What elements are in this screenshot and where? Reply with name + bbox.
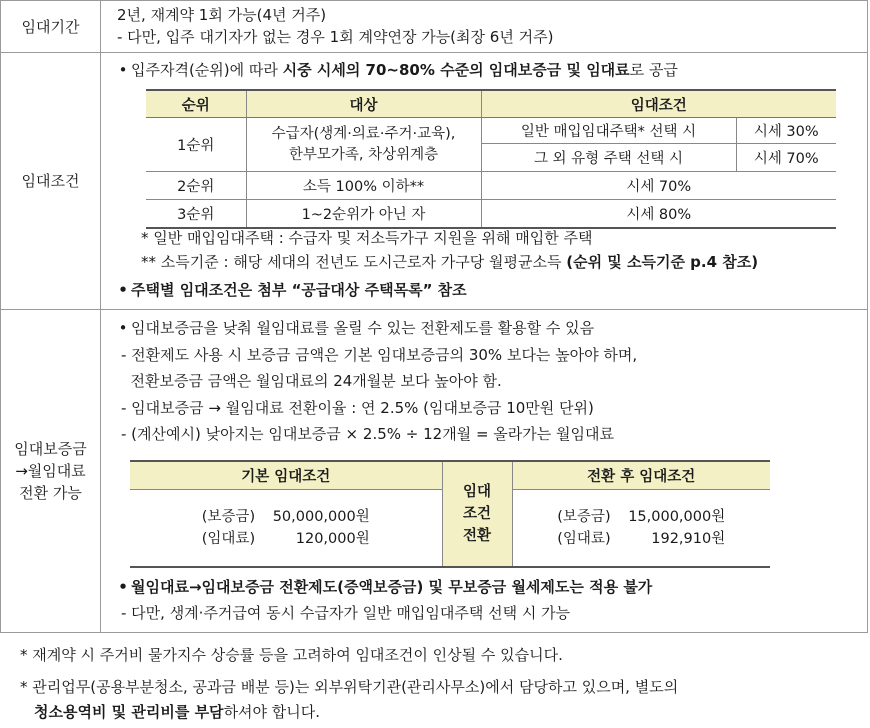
conversion-label-line-3: 전환 가능 <box>19 484 82 502</box>
rent-value: 120,000원 <box>295 530 370 547</box>
conversion-intro <box>115 317 594 339</box>
footnote-3-text: 하셔야 합니다. <box>223 703 321 721</box>
rank-header: 순위 <box>146 90 246 118</box>
rental-condition-content <box>101 53 868 310</box>
converted-condition-values <box>512 489 770 567</box>
rank-cell: 1순위 <box>146 118 246 172</box>
footnote-3 <box>34 701 320 723</box>
conversion-example-table <box>130 460 770 568</box>
conversion-sub-4: - (계산예시) 낮아지는 임대보증금 × 2.5% ÷ 12개월 = 올라가는 월임대료 <box>121 425 614 443</box>
footnote-2: * 관리업무(공용부분청소, 공과금 배분 등)는 외부위탁기관(관리사무소)에서 담당하고 있으며, 별도의 <box>20 678 679 696</box>
target-line-2: 한부모가족, 차상위계층 <box>288 146 439 163</box>
table-row <box>146 200 836 228</box>
basic-condition-values <box>130 489 442 567</box>
condition-cell: 그 외 유형 주택 선택 시 <box>481 144 736 172</box>
rank-cell: 2순위 <box>146 172 246 200</box>
intro-text: 입주자격(순위)에 따라 <box>131 61 283 79</box>
conversion-bold-text: 월임대료→임대보증금 전환제도(증액보증금) 및 무보증금 월세제도는 적용 불가 <box>131 578 653 596</box>
final-note-text: 주택별 임대조건은 첨부 “공급대상 주택목록” 참조 <box>131 281 467 299</box>
value-cell: 시세 70% <box>736 144 836 172</box>
conversion-label-line-1: 임대보증금 <box>14 440 87 458</box>
deposit-label: (보증금) <box>557 508 611 525</box>
rental-period-row <box>1 1 868 53</box>
switch-line-1: 임대 <box>462 484 491 500</box>
conversion-last-line: - 다만, 생계·주거급여 동시 수급자가 일반 매입임대주택 선택 시 가능 <box>121 604 571 622</box>
conversion-sub-1: - 전환제도 사용 시 보증금 금액은 기본 임대보증금의 30% 보다는 높아야 하며, <box>121 346 638 364</box>
table-row <box>146 118 836 144</box>
rent-value: 192,910원 <box>651 530 726 547</box>
note-2-text: ** 소득기준 : 해당 세대의 전년도 도시근로자 가구당 월평균소득 <box>141 253 567 271</box>
rank-cell: 3순위 <box>146 200 246 228</box>
bullet-icon: • <box>118 61 128 79</box>
condition-cell: 시세 80% <box>481 200 836 228</box>
note-2 <box>141 251 758 273</box>
condition-cell: 일반 매입임대주택* 선택 시 <box>481 118 736 144</box>
target-line-1: 수급자(생계·의료·주거·교육), <box>271 125 456 142</box>
intro-bold-text: 시중 시세의 70~80% 수준의 임대보증금 및 임대료 <box>282 61 630 79</box>
note-1: * 일반 매입임대주택 : 수급자 및 저소득가구 지원을 위해 매입한 주택 <box>141 229 593 247</box>
rental-period-content <box>101 1 868 53</box>
target-header: 대상 <box>246 90 481 118</box>
converted-condition-header: 전환 후 임대조건 <box>512 461 770 489</box>
rank-table <box>146 89 836 229</box>
bullet-icon: • <box>118 578 128 596</box>
intro-post-text: 로 공급 <box>629 61 678 79</box>
rent-label: (임대료) <box>201 530 256 547</box>
conversion-label <box>1 310 101 633</box>
condition-cell: 시세 70% <box>481 172 836 200</box>
switch-line-2: 조건 <box>462 506 491 522</box>
basic-condition-header: 기본 임대조건 <box>130 461 442 489</box>
footnote-1: * 재계약 시 주거비 물가지수 상승률 등을 고려하여 임대조건이 인상될 수 있습니다. <box>20 646 563 664</box>
target-cell: 1~2순위가 아닌 자 <box>246 200 481 228</box>
table-row <box>146 172 836 200</box>
rental-period-line-1: 2년, 재계약 1회 가능(4년 거주) <box>117 6 327 24</box>
rental-period-label: 임대기간 <box>1 1 101 53</box>
bullet-icon: • <box>118 319 128 337</box>
rental-period-line-2: - 다만, 입주 대기자가 없는 경우 1회 계약연장 가능(최장 6년 거주) <box>117 28 554 46</box>
conversion-bold-note <box>115 576 652 598</box>
conversion-sub-3: - 임대보증금 → 월임대료 전환이율 : 연 2.5% (임대보증금 10만원 단위) <box>121 399 594 417</box>
bullet-icon: • <box>118 281 128 299</box>
target-cell <box>246 118 481 172</box>
deposit-value: 15,000,000원 <box>628 508 726 525</box>
rental-condition-label: 임대조건 <box>1 53 101 310</box>
deposit-value: 50,000,000원 <box>272 508 370 525</box>
rental-condition-row <box>1 53 868 310</box>
final-note <box>115 279 467 301</box>
switch-line-3: 전환 <box>462 528 491 544</box>
target-cell: 소득 100% 이하** <box>246 172 481 200</box>
conversion-label-line-2: →월임대료 <box>15 462 86 480</box>
rent-label: (임대료) <box>557 530 611 547</box>
deposit-label: (보증금) <box>201 508 256 525</box>
footnote-3-bold: 청소용역비 및 관리비를 부담 <box>34 703 224 721</box>
condition-header: 임대조건 <box>481 90 836 118</box>
condition-switch-cell <box>442 461 512 567</box>
note-2-bold: (순위 및 소득기준 p.4 참조) <box>566 253 759 271</box>
condition-intro <box>115 59 678 81</box>
conversion-sub-2: 전환보증금 금액은 월임대료의 24개월분 보다 높아야 함. <box>121 372 502 390</box>
value-cell: 시세 30% <box>736 118 836 144</box>
conversion-intro-text: 임대보증금을 낮춰 월임대료를 올릴 수 있는 전환제도를 활용할 수 있음 <box>131 319 595 337</box>
